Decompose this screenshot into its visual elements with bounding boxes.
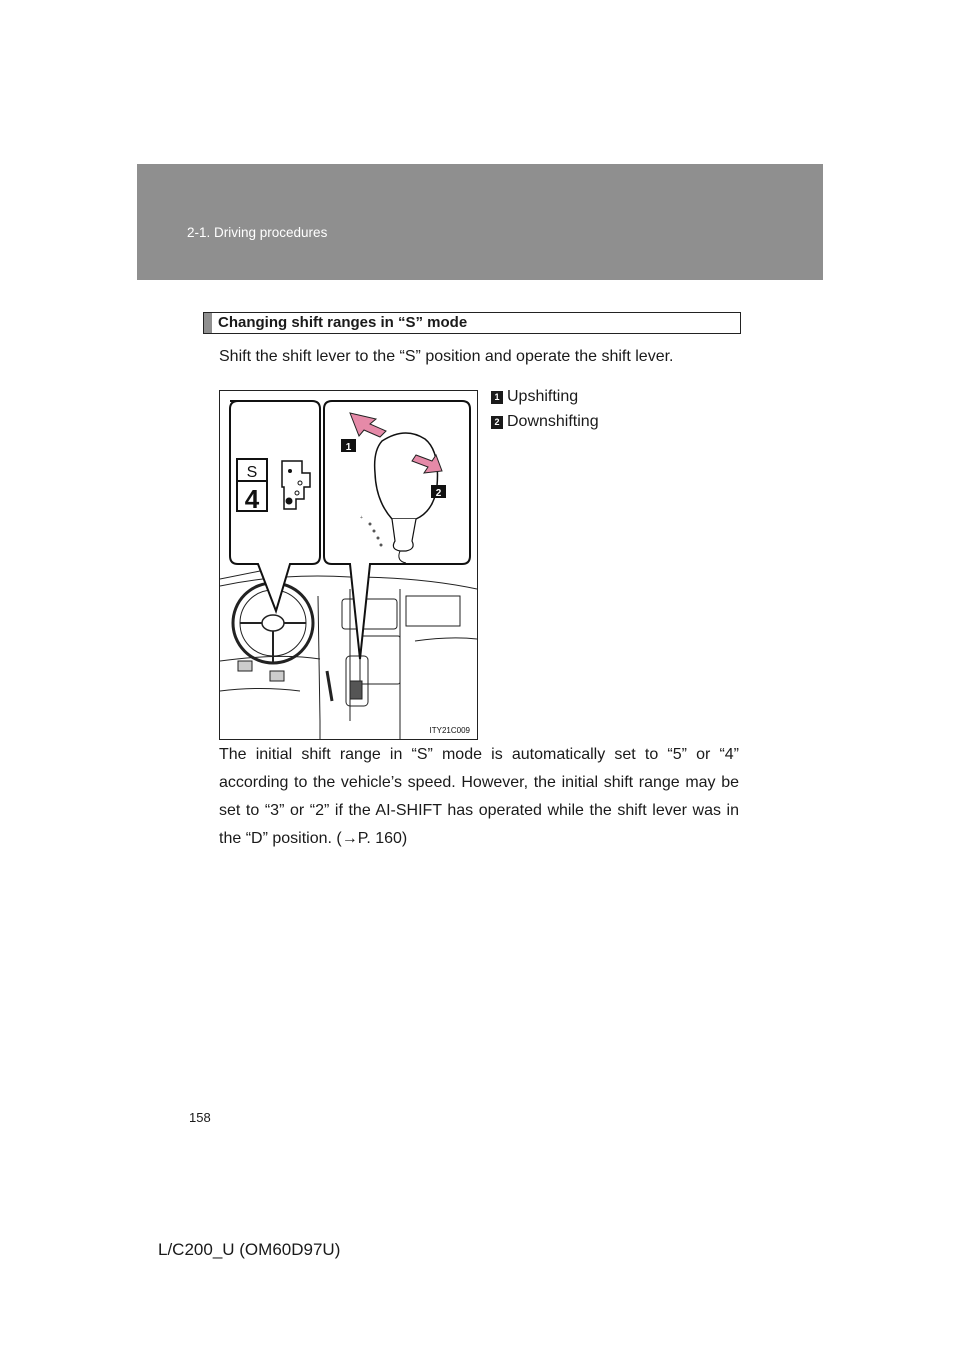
running-header: 2-1. Driving procedures: [187, 225, 328, 240]
body-paragraph: The initial shift range in “S” mode is automatically set to “5” or “4” according to the vehicle’s speed. However, the initial shift range may be set to “3” or “2” if the AI-SHIFT has operated while the shift lever was in the “D” position. (→P. 160): [219, 746, 739, 847]
callout-1-number: 1: [345, 442, 352, 453]
illustration-svg: [220, 391, 477, 739]
section-title: Changing shift ranges in “S” mode: [218, 314, 468, 331]
legend-upshifting: [491, 388, 578, 406]
legend-number-2: 2: [491, 416, 503, 429]
legend-number-1: 1: [491, 391, 503, 404]
header-band: [137, 164, 823, 280]
legend-downshifting: [491, 413, 599, 431]
shift-illustration: [219, 390, 478, 740]
callout-2-number: 2: [435, 488, 442, 499]
section-heading: [203, 312, 741, 334]
section-heading-accent: [204, 313, 212, 333]
page-number: 158: [189, 1110, 211, 1125]
svg-text:+: +: [360, 515, 363, 521]
legend-label-downshifting: Downshifting: [507, 413, 599, 430]
document-code: L/C200_U (OM60D97U): [158, 1240, 341, 1259]
display-gear-digit: 4: [244, 484, 260, 514]
intro-text: Shift the shift lever to the “S” position and operate the shift lever.: [219, 348, 674, 365]
figure-code: ITY21C009: [429, 726, 470, 735]
legend-label-upshifting: Upshifting: [507, 388, 579, 405]
display-mode-letter: S: [246, 464, 258, 481]
